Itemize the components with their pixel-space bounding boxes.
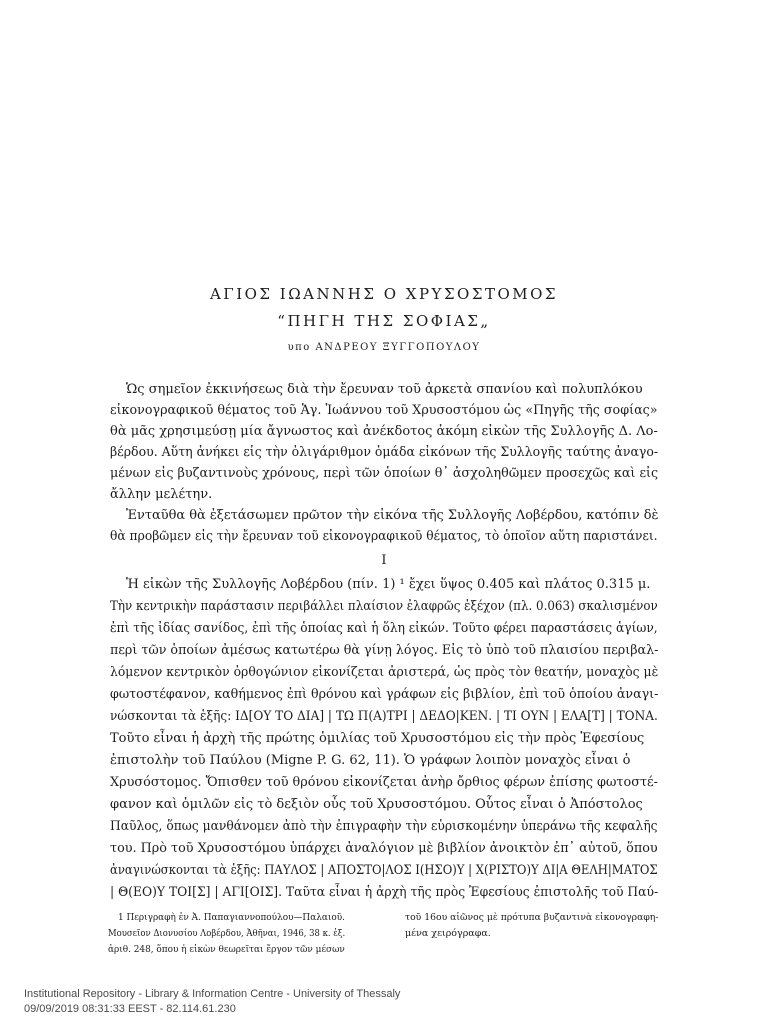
footnote-line: Μουσεῖον Διονυσίου Λοβέρδου, Ἀθῆναι, 1946, 38 κ. ἑξ. — [108, 928, 346, 939]
section-line: Τὴν κεντρικὴν παράστασιν περιβάλλει πλαίσιον ἐλαφρῶς ἐξέχον (πλ. 0.063) σκαλισμένον — [110, 599, 658, 614]
section-heading: I — [381, 553, 387, 568]
section-line: νώσκονται τὰ ἑξῆς: ΙΔ[ΟΥ ΤΟ ΔΙΑ] | ΤΩ Π(Α)ΤΡΙ | ΔΕΔΟ|ΚΕΝ. | ΤΙ ΟΥΝ | ΕΛΑ[Τ] | ΤΟΝΑ. — [110, 709, 658, 724]
section-line: Χρυσόστομος. Ὄπισθεν τοῦ θρόνου εἰκονίζεται ἀνὴρ ὄρθιος φέρων ἐπίσης φωτοστέ- — [110, 775, 658, 790]
intro-line: θὰ προβῶμεν εἰς τὴν ἔρευναν τοῦ εἰκονογραφικοῦ θέματος, τὸ ὁποῖον αὕτη παριστάνει. — [110, 529, 658, 544]
repository-notice: Institutional Repository - Library & Information Centre - University of Thessaly — [24, 988, 401, 1000]
footnote-line: ἀριθ. 248, ὅπου ἡ εἰκὼν θεωρεῖται ἔργον τῶν μέσων — [108, 944, 345, 955]
intro-line: εἰκονογραφικοῦ θέματος τοῦ Ἁγ. Ἰωάννου τοῦ Χρυσοστόμου ὡς «Πηγῆς τῆς σοφίας» — [110, 403, 658, 418]
article-title: ΑΓΙΟΣ ΙΩΑΝΝΗΣ Ο ΧΡΥΣΟΣΤΟΜΟΣ — [209, 285, 559, 303]
intro-line: Ὡς σημεῖον ἐκκινήσεως διὰ τὴν ἔρευναν τοῦ ἀρκετὰ σπανίου καὶ πολυπλόκου — [126, 382, 643, 397]
section-line: περὶ τῶν ὁποίων ἀμέσως κατωτέρω θὰ γίνῃ λόγος. Εἰς τὸ ὑπὸ τοῦ πλαισίου περιβαλ- — [110, 643, 659, 658]
section-line: λόμενον κεντρικὸν ὀρθογώνιον εἰκονίζεται ἀριστερά, ὡς πρὸς τὸν θεατήν, μοναχὸς μὲ — [110, 665, 659, 680]
section-line: του. Πρὸ τοῦ Χρυσοστόμου ὑπάρχει ἀναλόγιον μὲ βιβλίον ἀνοικτὸν ἐπ᾽ αὐτοῦ, ὅπου — [110, 841, 658, 856]
footnote-line: μένα χειρόγραφα. — [405, 928, 491, 939]
section-line: φανον καὶ ὁμιλῶν εἰς τὸ δεξιὸν οὖς τοῦ Χρυσοστόμου. Οὗτος εἶναι ὁ Ἀπόστολος — [110, 797, 643, 812]
section-line: ἐπιστολὴν τοῦ Παύλου (Migne P. G. 62, 11). Ὁ γράφων λοιπὸν μοναχὸς εἶναι ὁ — [110, 753, 631, 768]
intro-line: ἄλλην μελέτην. — [110, 487, 213, 502]
section-line: ἐπὶ τῆς ἰδίας σανίδος, ἐπὶ τῆς ὁποίας καὶ ἡ ὅλη εἰκών. Τοῦτο φέρει παραστάσεις ἁγίων, — [110, 621, 658, 636]
author-byline: υπο ΑΝΔΡΕΟΥ ΞΥΓΓΟΠΟΥΛΟΥ — [287, 342, 481, 353]
section-line: Τοῦτο εἶναι ἡ ἀρχὴ τῆς πρώτης ὁμιλίας τοῦ Χρυσοστόμου εἰς τὴν πρὸς Ἐφεσίους — [110, 731, 645, 746]
section-line: ἀναγινώσκονται τὰ ἑξῆς: ΠΑΥΛΟΣ | ΑΠΟΣΤΟ|ΛΟΣ Ι(ΗΣΟ)Υ | Χ(ΡΙΣΤΟ)Υ ΔΙ|Α ΘΕΛΗ|ΜΑΤΟΣ — [110, 863, 658, 878]
download-timestamp: 09/09/2019 08:31:33 EEST - 82.114.61.230 — [24, 1003, 236, 1015]
intro-line: βέρδου. Αὕτη ἀνήκει εἰς τὴν ὀλιγάριθμον ὁμάδα εἰκόνων τῆς Συλλογῆς ταύτης ἀναγο- — [110, 445, 659, 460]
footnote-line: τοῦ 16ου αἰῶνος μὲ πρότυπα βυζαντινὰ εἰκονογραφη- — [405, 912, 659, 923]
intro-line: θὰ μᾶς χρησιμεύσῃ μία ἄγνωστος καὶ ἀνέκδοτος ἀκόμη εἰκὼν τῆς Συλλογῆς Δ. Λο- — [110, 424, 658, 439]
article-subtitle: “ΠΗΓΗ ΤΗΣ ΣΟΦΙΑΣ„ — [277, 312, 491, 330]
section-line: Ἡ εἰκὼν τῆς Συλλογῆς Λοβέρδου (πίν. 1) ¹ ἔχει ὕψος 0.405 καὶ πλάτος 0.315 μ. — [126, 577, 651, 592]
section-line: | Θ(ΕΟ)Υ ΤΟΙ[Σ] | ΑΓΙ[ΟΙΣ]. Ταῦτα εἶναι ἡ ἀρχὴ τῆς πρὸς Ἐφεσίους ἐπιστολῆς τοῦ Παύ- — [110, 885, 659, 900]
intro-line: μένων εἰς βυζαντινοὺς χρόνους, περὶ τῶν ὁποίων θ᾽ ἀσχοληθῶμεν προσεχῶς καὶ εἰς — [110, 466, 659, 481]
section-line: φωτοστέφανον, καθήμενος ἐπὶ θρόνου καὶ γράφων εἰς βιβλίον, ἐπὶ τοῦ ὁποίου ἀναγι- — [110, 687, 659, 702]
footnote-line: 1 Περιγραφὴ ἐν Ἀ. Παπαγιαννοπούλου—Παλαιοῦ. — [118, 912, 345, 923]
intro-line: Ἐνταῦθα θὰ ἐξετάσωμεν πρῶτον τὴν εἰκόνα τῆς Συλλογῆς Λοβέρδου, κατόπιν δὲ — [126, 508, 659, 523]
section-line: Παῦλος, ὅπως μανθάνομεν ἀπὸ τὴν ἐπιγραφὴν τὴν εὑρισκομένην ὑπεράνω τῆς κεφαλῆς — [110, 819, 658, 834]
